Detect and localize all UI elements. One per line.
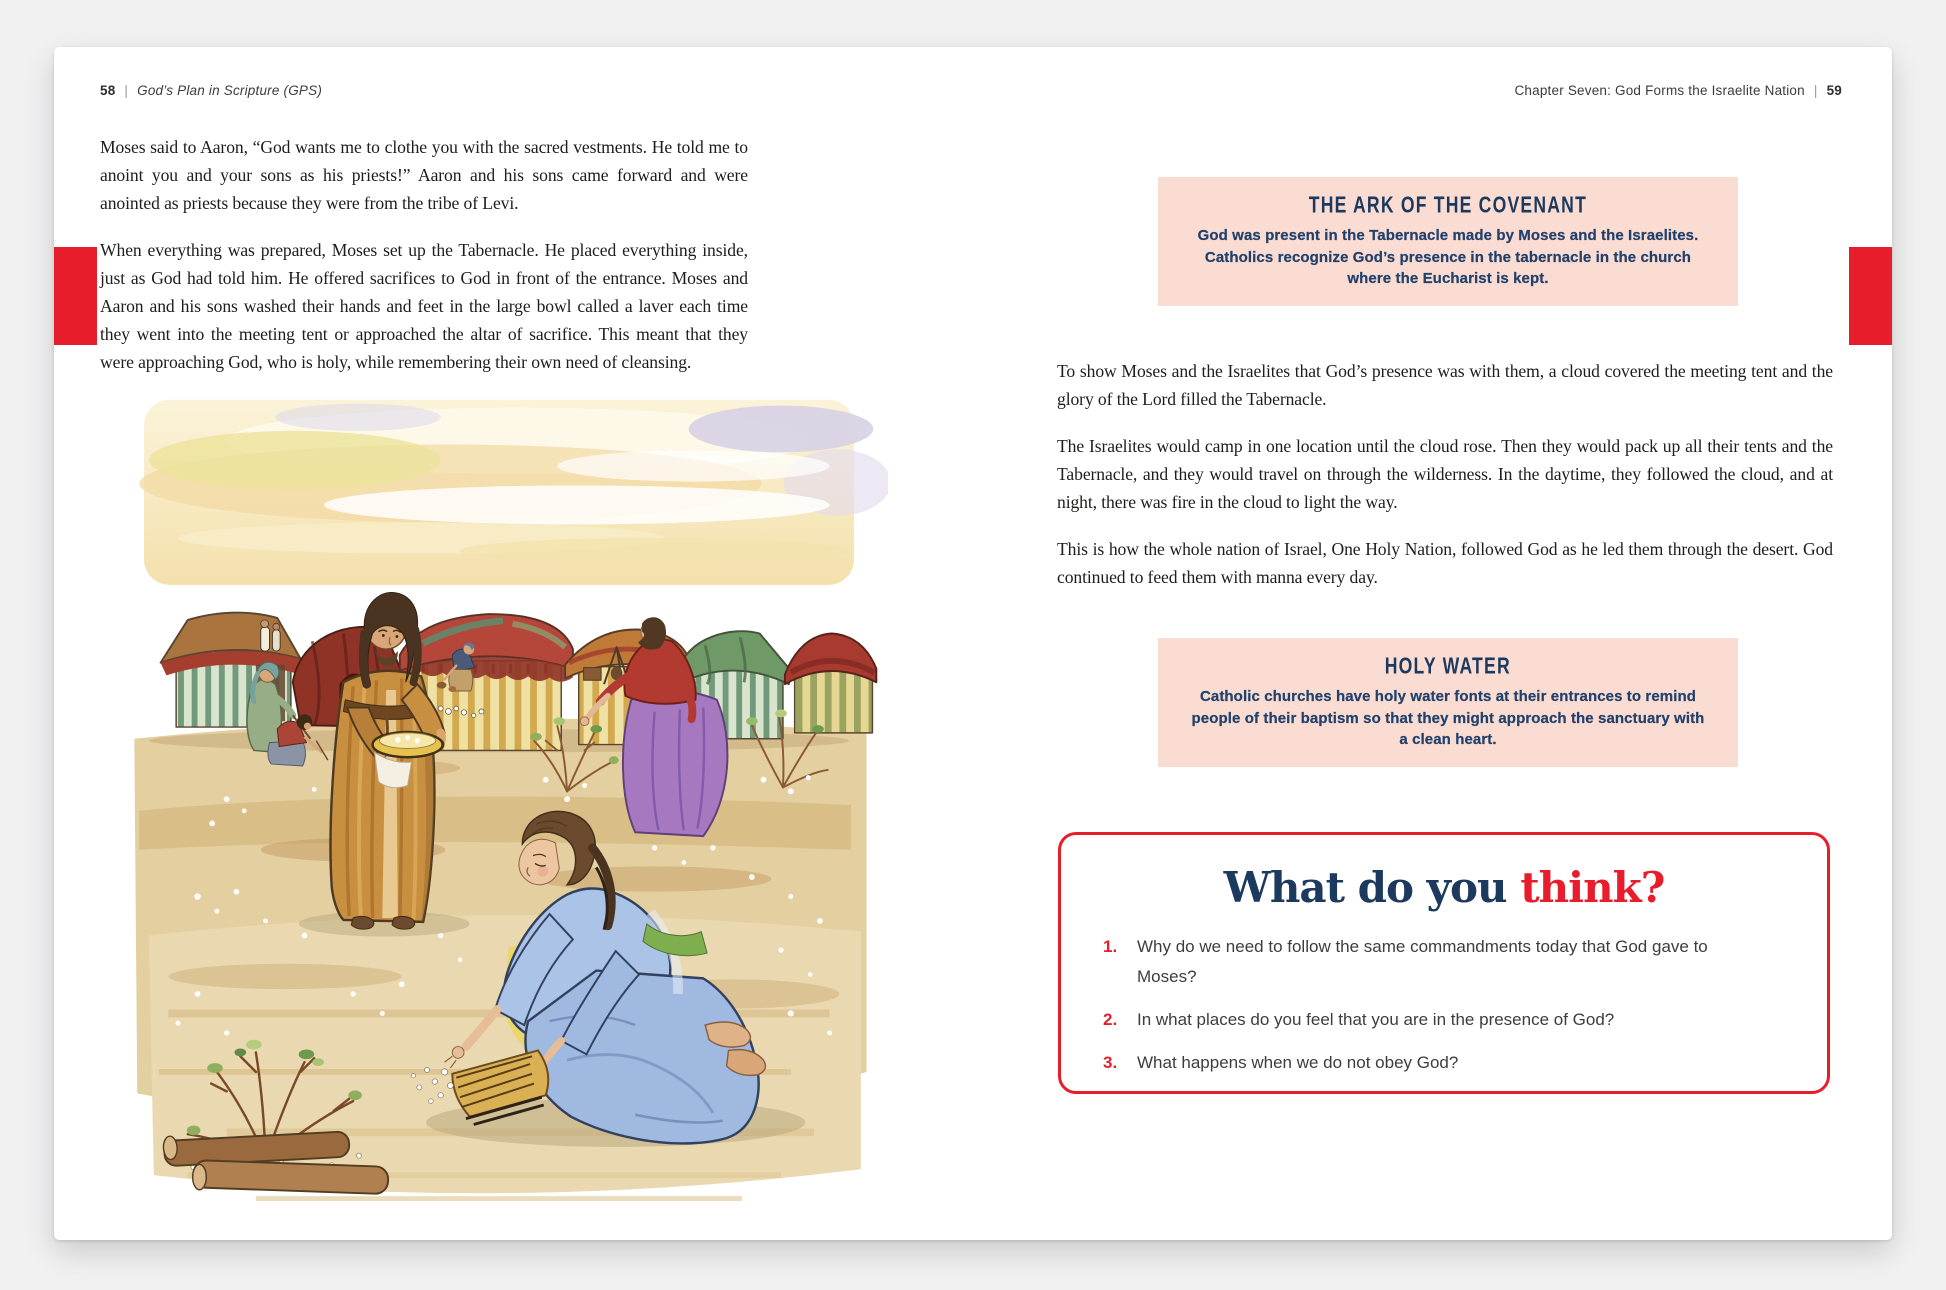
think-box-title	[1101, 863, 1787, 912]
header-separator: |	[124, 83, 129, 98]
ark-callout-body: God was present in the Tabernacle made by Moses and the Israelites. Catholics recognize God’s presence in the tabernacle in the church where the Eucharist is kept.	[1197, 227, 1699, 287]
page-number-left: 58	[100, 83, 116, 98]
ark-callout-box	[1158, 177, 1738, 306]
right-body-text	[1057, 357, 1833, 610]
question-text: In what places do you feel that you are in the presence of God?	[1137, 1010, 1615, 1029]
question-number: 2.	[1103, 1010, 1118, 1029]
question-item	[1103, 932, 1787, 992]
body-paragraph: This is how the whole nation of Israel, One Holy Nation, followed God as he led them through the desert. God continued to feed them with manna every day.	[1057, 539, 1833, 587]
book-spread	[54, 47, 1892, 1240]
holy-water-callout-body: Catholic churches have holy water fonts at their entrances to remind people of their baptism so that they might approach the sanctuary with a clean heart.	[1191, 688, 1705, 748]
body-paragraph: The Israelites would camp in one location until the cloud rose. Then they would pack up all their tents and the Tabernacle, and they would travel on through the wilderness. In the daytime, they followed the cloud, and at night, there was fire in the cloud to light the way.	[1057, 436, 1833, 512]
question-text: What happens when we do not obey God?	[1137, 1053, 1459, 1072]
manna-gathering-illustration	[110, 390, 888, 1218]
left-page-header	[100, 83, 322, 98]
ark-callout-title: THE ARK OF THE COVENANT	[1308, 191, 1588, 218]
illustration-svg	[110, 390, 888, 1218]
header-separator: |	[1813, 83, 1818, 98]
holy-water-callout-title: HOLY WATER	[1384, 652, 1512, 679]
think-title-accent: think?	[1520, 863, 1665, 912]
red-edge-tab-left	[54, 247, 97, 345]
book-title: God’s Plan in Scripture (GPS)	[137, 83, 323, 98]
what-do-you-think-box	[1058, 832, 1830, 1094]
question-number: 3.	[1103, 1053, 1118, 1072]
body-paragraph: When everything was prepared, Moses set up the Tabernacle. He placed everything inside, just as God had told him. He offered sacrifices to God in front of the entrance. Moses and Aaron and his sons washed their hands and feet in the large bowl called a laver each time they went into the meeting tent or approached the altar of sacrifice. This meant that they were approaching God, who is holy, while remembering their own need of cleansing.	[100, 240, 748, 372]
body-paragraph: To show Moses and the Israelites that God’s presence was with them, a cloud covered the meeting tent and the glory of the Lord filled the Tabernacle.	[1057, 361, 1833, 409]
red-edge-tab-right	[1849, 247, 1892, 345]
chapter-title: Chapter Seven: God Forms the Israelite Nation	[1514, 83, 1805, 98]
think-title-main: What do you	[1223, 863, 1507, 912]
page-number-right: 59	[1826, 83, 1842, 98]
question-text: Why do we need to follow the same commandments today that God gave to Moses?	[1137, 937, 1708, 986]
question-item	[1103, 1005, 1787, 1035]
question-number: 1.	[1103, 937, 1118, 956]
left-body-text	[100, 133, 748, 395]
holy-water-callout-box	[1158, 638, 1738, 767]
question-item	[1103, 1048, 1787, 1078]
right-page-header	[1514, 83, 1842, 98]
sky-washes	[139, 400, 888, 585]
body-paragraph: Moses said to Aaron, “God wants me to clothe you with the sacred vestments. He told me to anoint you and your sons as his priests!” Aaron and his sons came forward and were anointed as priests because they were from the tribe of Levi.	[100, 137, 748, 213]
